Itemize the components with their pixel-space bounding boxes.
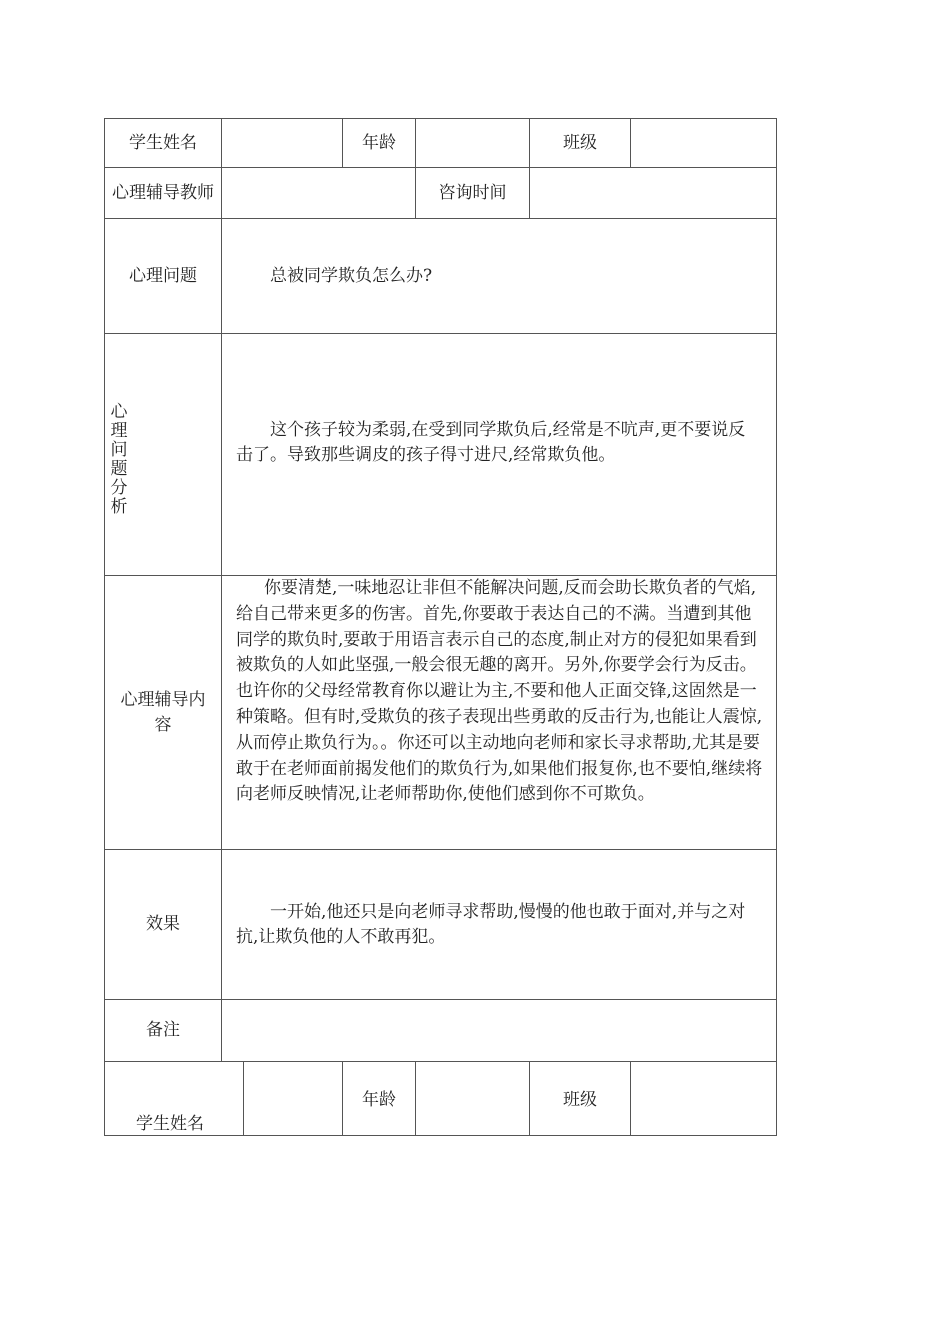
consult-time-label: 咨询时间 [438, 182, 507, 203]
counselor-field[interactable] [222, 168, 415, 218]
table-border [104, 1135, 777, 1136]
class-label-next: 班级 [563, 1089, 597, 1110]
student-name-label: 学生姓名 [129, 132, 197, 153]
problem-label: 心理问题 [129, 265, 197, 286]
counselor-label: 心理辅导教师 [112, 182, 214, 203]
student-name-field[interactable] [222, 119, 342, 167]
analysis-text: 这个孩子较为柔弱,在受到同学欺负后,经常是不吭声,更不要说反击了。导致那些调皮的孩子得寸进尺,经常欺负他。 [236, 420, 746, 465]
consult-time-field[interactable] [530, 168, 776, 218]
effect-label: 效果 [146, 914, 180, 934]
age-field-next[interactable] [416, 1062, 529, 1135]
problem-text: 总被同学欺负怎么办? [270, 266, 433, 286]
counseling-content-label: 心理辅导内容 [120, 689, 206, 735]
age-field[interactable] [416, 119, 529, 167]
remarks-label: 备注 [146, 1020, 180, 1040]
counseling-content-text: 你要清楚,一味地忍让非但不能解决问题,反而会助长欺负者的气焰,给自己带来更多的伤害。首先,你要敢于表达自己的不满。当遭到其他同学的欺负时,要敢于用语言表示自己的态度,制止对方的侵犯如果看到被欺负的人如此坚强,一般会很无趣的离开。另外,你要学会行为反击。也许你的父母经常教育你以避让为主,不要和他人正面交锋,这固然是一种策略。但有时,受欺负的孩子表现出些勇敢的反击行为,也能让人震惊,从而停止欺负行为。。你还可以主动地向老师和家长寻求帮助,尤其是要敢于在老师面前揭发他们的欺负行为,如果他们报复你,也不要怕,继续将向老师反映情况,让老师帮助你,使他们感到你不可欺负。 [236, 578, 763, 805]
effect-text: 一开始,他还只是向老师寻求帮助,慢慢的他也敢于面对,并与之对抗,让欺负他的人不敢再犯。 [236, 902, 746, 947]
class-field-next[interactable] [631, 1062, 776, 1135]
age-label: 年龄 [362, 132, 396, 153]
student-name-label-next: 学生姓名 [136, 1114, 204, 1134]
class-field[interactable] [631, 119, 776, 167]
table-border [221, 118, 222, 1062]
table-border [776, 118, 777, 1136]
student-name-field-next[interactable] [244, 1062, 342, 1135]
age-label-next: 年龄 [362, 1089, 396, 1110]
analysis-label: 心理问题分析 [110, 402, 128, 517]
remarks-field[interactable] [222, 1000, 776, 1061]
class-label: 班级 [563, 132, 597, 153]
table-border [104, 333, 777, 334]
